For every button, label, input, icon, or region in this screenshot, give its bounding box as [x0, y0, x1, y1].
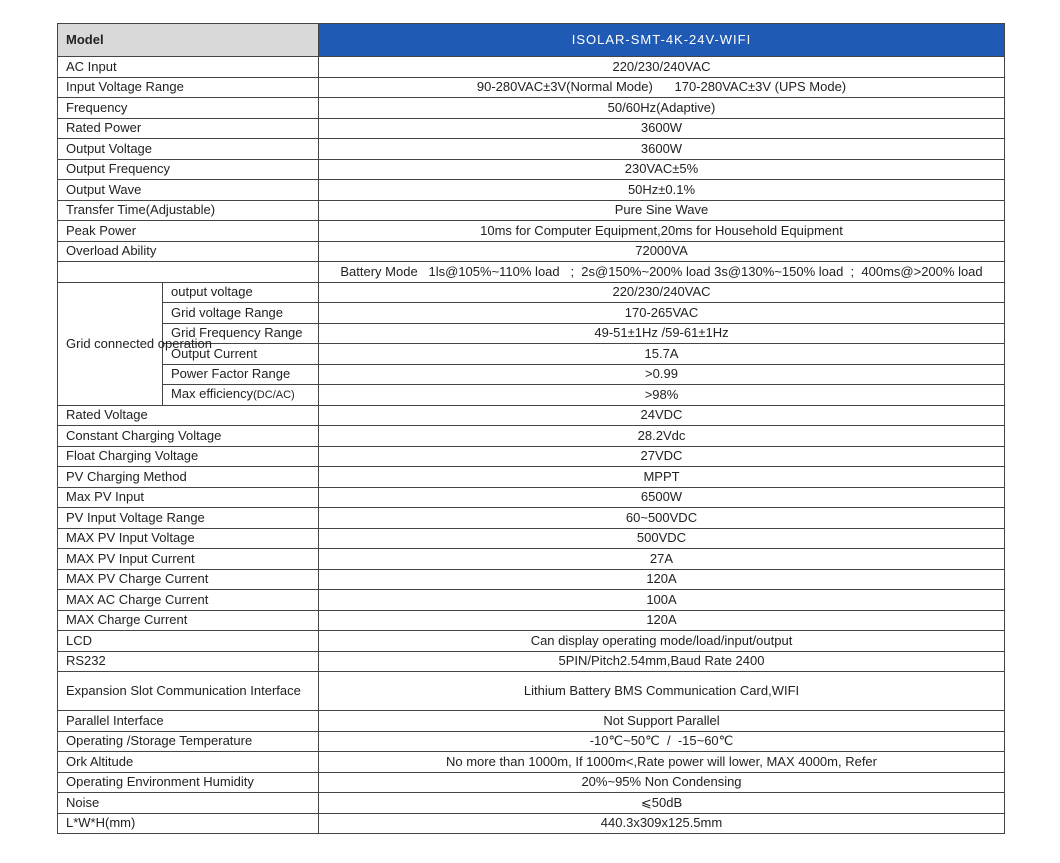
- row-label: MAX PV Input Current: [58, 549, 319, 570]
- row-label: MAX AC Charge Current: [58, 590, 319, 611]
- row-value: >0.99: [319, 364, 1005, 385]
- row-label: Parallel Interface: [58, 711, 319, 732]
- table-row: [58, 282, 1005, 303]
- row-label: Power Factor Range: [163, 364, 319, 385]
- row-label-main: Max efficiency: [171, 386, 254, 402]
- row-value: Lithium Battery BMS Communication Card,WIFI: [319, 672, 1005, 711]
- table-row: [58, 752, 1005, 773]
- row-value: Not Support Parallel: [319, 711, 1005, 732]
- row-value: ⩽50dB: [319, 793, 1005, 814]
- row-value: 5PIN/Pitch2.54mm,Baud Rate 2400: [319, 651, 1005, 672]
- table-row: [58, 77, 1005, 98]
- table-row: [58, 610, 1005, 631]
- row-value: 120A: [319, 610, 1005, 631]
- row-value: 15.7A: [319, 344, 1005, 365]
- table-row: [58, 200, 1005, 221]
- table-header-row: [58, 24, 1005, 57]
- row-value: No more than 1000m, If 1000m<,Rate power will lower, MAX 4000m, Refer: [319, 752, 1005, 773]
- row-value: 3600W: [319, 139, 1005, 160]
- row-value: 100A: [319, 590, 1005, 611]
- row-value: 27A: [319, 549, 1005, 570]
- row-value: 50/60Hz(Adaptive): [319, 98, 1005, 119]
- row-label: Input Voltage Range: [58, 77, 319, 98]
- table-row: [58, 262, 1005, 283]
- table-row: [58, 672, 1005, 711]
- row-label: MAX PV Input Voltage: [58, 528, 319, 549]
- table-row: [58, 772, 1005, 793]
- row-value: Can display operating mode/load/input/output: [319, 631, 1005, 652]
- table-row: [58, 426, 1005, 447]
- table-row: [58, 528, 1005, 549]
- row-label: Grid voltage Range: [163, 303, 319, 324]
- table-row: [58, 180, 1005, 201]
- table-row: [58, 364, 1005, 385]
- table-row: [58, 57, 1005, 78]
- table-row: [58, 793, 1005, 814]
- row-value: Battery Mode 1ls@105%~110% load ; 2s@150%~200% load 3s@130%~150% load ; 400ms@>200% load: [319, 262, 1005, 283]
- row-label: Operating Environment Humidity: [58, 772, 319, 793]
- row-value: 28.2Vdc: [319, 426, 1005, 447]
- table-row: [58, 631, 1005, 652]
- row-label: MAX PV Charge Current: [58, 569, 319, 590]
- row-label: Constant Charging Voltage: [58, 426, 319, 447]
- table-row: [58, 590, 1005, 611]
- row-label: Noise: [58, 793, 319, 814]
- row-label: PV Charging Method: [58, 467, 319, 488]
- table-row: [58, 221, 1005, 242]
- table-row: [58, 813, 1005, 834]
- table-row: [58, 98, 1005, 119]
- table-row: [58, 731, 1005, 752]
- row-value: 220/230/240VAC: [319, 282, 1005, 303]
- row-value: -10℃~50℃ / -15~60℃: [319, 731, 1005, 752]
- row-label: L*W*H(mm): [58, 813, 319, 834]
- row-value: 170-265VAC: [319, 303, 1005, 324]
- table-row: [58, 139, 1005, 160]
- row-value: MPPT: [319, 467, 1005, 488]
- row-label: [58, 262, 319, 283]
- row-value: 60~500VDC: [319, 508, 1005, 529]
- table-row: [58, 405, 1005, 426]
- row-label: AC Input: [58, 57, 319, 78]
- table-row: [58, 303, 1005, 324]
- row-label: Grid Frequency Range: [163, 323, 319, 344]
- row-value: 6500W: [319, 487, 1005, 508]
- table-row: [58, 385, 1005, 406]
- row-label: Transfer Time(Adjustable): [58, 200, 319, 221]
- row-value: 3600W: [319, 118, 1005, 139]
- row-value: 220/230/240VAC: [319, 57, 1005, 78]
- row-value: 24VDC: [319, 405, 1005, 426]
- row-label: PV Input Voltage Range: [58, 508, 319, 529]
- table-row: [58, 569, 1005, 590]
- row-label: RS232: [58, 651, 319, 672]
- table-row: [58, 446, 1005, 467]
- row-value: 20%~95% Non Condensing: [319, 772, 1005, 793]
- grid-connected-label: Grid connected operation: [58, 282, 163, 405]
- row-label: Overload Ability: [58, 241, 319, 262]
- row-label: LCD: [58, 631, 319, 652]
- row-label: Float Charging Voltage: [58, 446, 319, 467]
- row-value: 10ms for Computer Equipment,20ms for Household Equipment: [319, 221, 1005, 242]
- row-label: MAX Charge Current: [58, 610, 319, 631]
- row-label: Output Current: [163, 344, 319, 365]
- row-label: Output Wave: [58, 180, 319, 201]
- model-value: ISOLAR-SMT-4K-24V-WIFI: [319, 24, 1005, 57]
- row-value: 49-51±1Hz /59-61±1Hz: [319, 323, 1005, 344]
- row-label: Operating /Storage Temperature: [58, 731, 319, 752]
- row-label-suffix: (DC/AC): [253, 389, 295, 402]
- table-row: [58, 651, 1005, 672]
- row-label: Ork Altitude: [58, 752, 319, 773]
- spec-table: [57, 23, 1005, 834]
- row-label: Max PV Input: [58, 487, 319, 508]
- table-row: [58, 508, 1005, 529]
- table-row: [58, 549, 1005, 570]
- table-row: [58, 159, 1005, 180]
- table-row: [58, 711, 1005, 732]
- row-label: Output Frequency: [58, 159, 319, 180]
- table-row: [58, 487, 1005, 508]
- row-label: output voltage: [163, 282, 319, 303]
- row-value: 440.3x309x125.5mm: [319, 813, 1005, 834]
- row-label: Expansion Slot Communication Interface: [58, 672, 319, 711]
- row-label: Rated Power: [58, 118, 319, 139]
- row-label: Output Voltage: [58, 139, 319, 160]
- table-row: [58, 118, 1005, 139]
- row-label: Peak Power: [58, 221, 319, 242]
- row-value: 50Hz±0.1%: [319, 180, 1005, 201]
- row-value: >98%: [319, 385, 1005, 406]
- row-value: 72000VA: [319, 241, 1005, 262]
- row-value: 500VDC: [319, 528, 1005, 549]
- row-label: [163, 385, 319, 406]
- row-value: 27VDC: [319, 446, 1005, 467]
- row-value: Pure Sine Wave: [319, 200, 1005, 221]
- table-row: [58, 241, 1005, 262]
- table-row: [58, 344, 1005, 365]
- row-value: 230VAC±5%: [319, 159, 1005, 180]
- row-label: Frequency: [58, 98, 319, 119]
- row-value: 120A: [319, 569, 1005, 590]
- table-row: [58, 467, 1005, 488]
- model-label: Model: [58, 24, 319, 57]
- row-label: Rated Voltage: [58, 405, 319, 426]
- row-value: 90-280VAC±3V(Normal Mode) 170-280VAC±3V (UPS Mode): [319, 77, 1005, 98]
